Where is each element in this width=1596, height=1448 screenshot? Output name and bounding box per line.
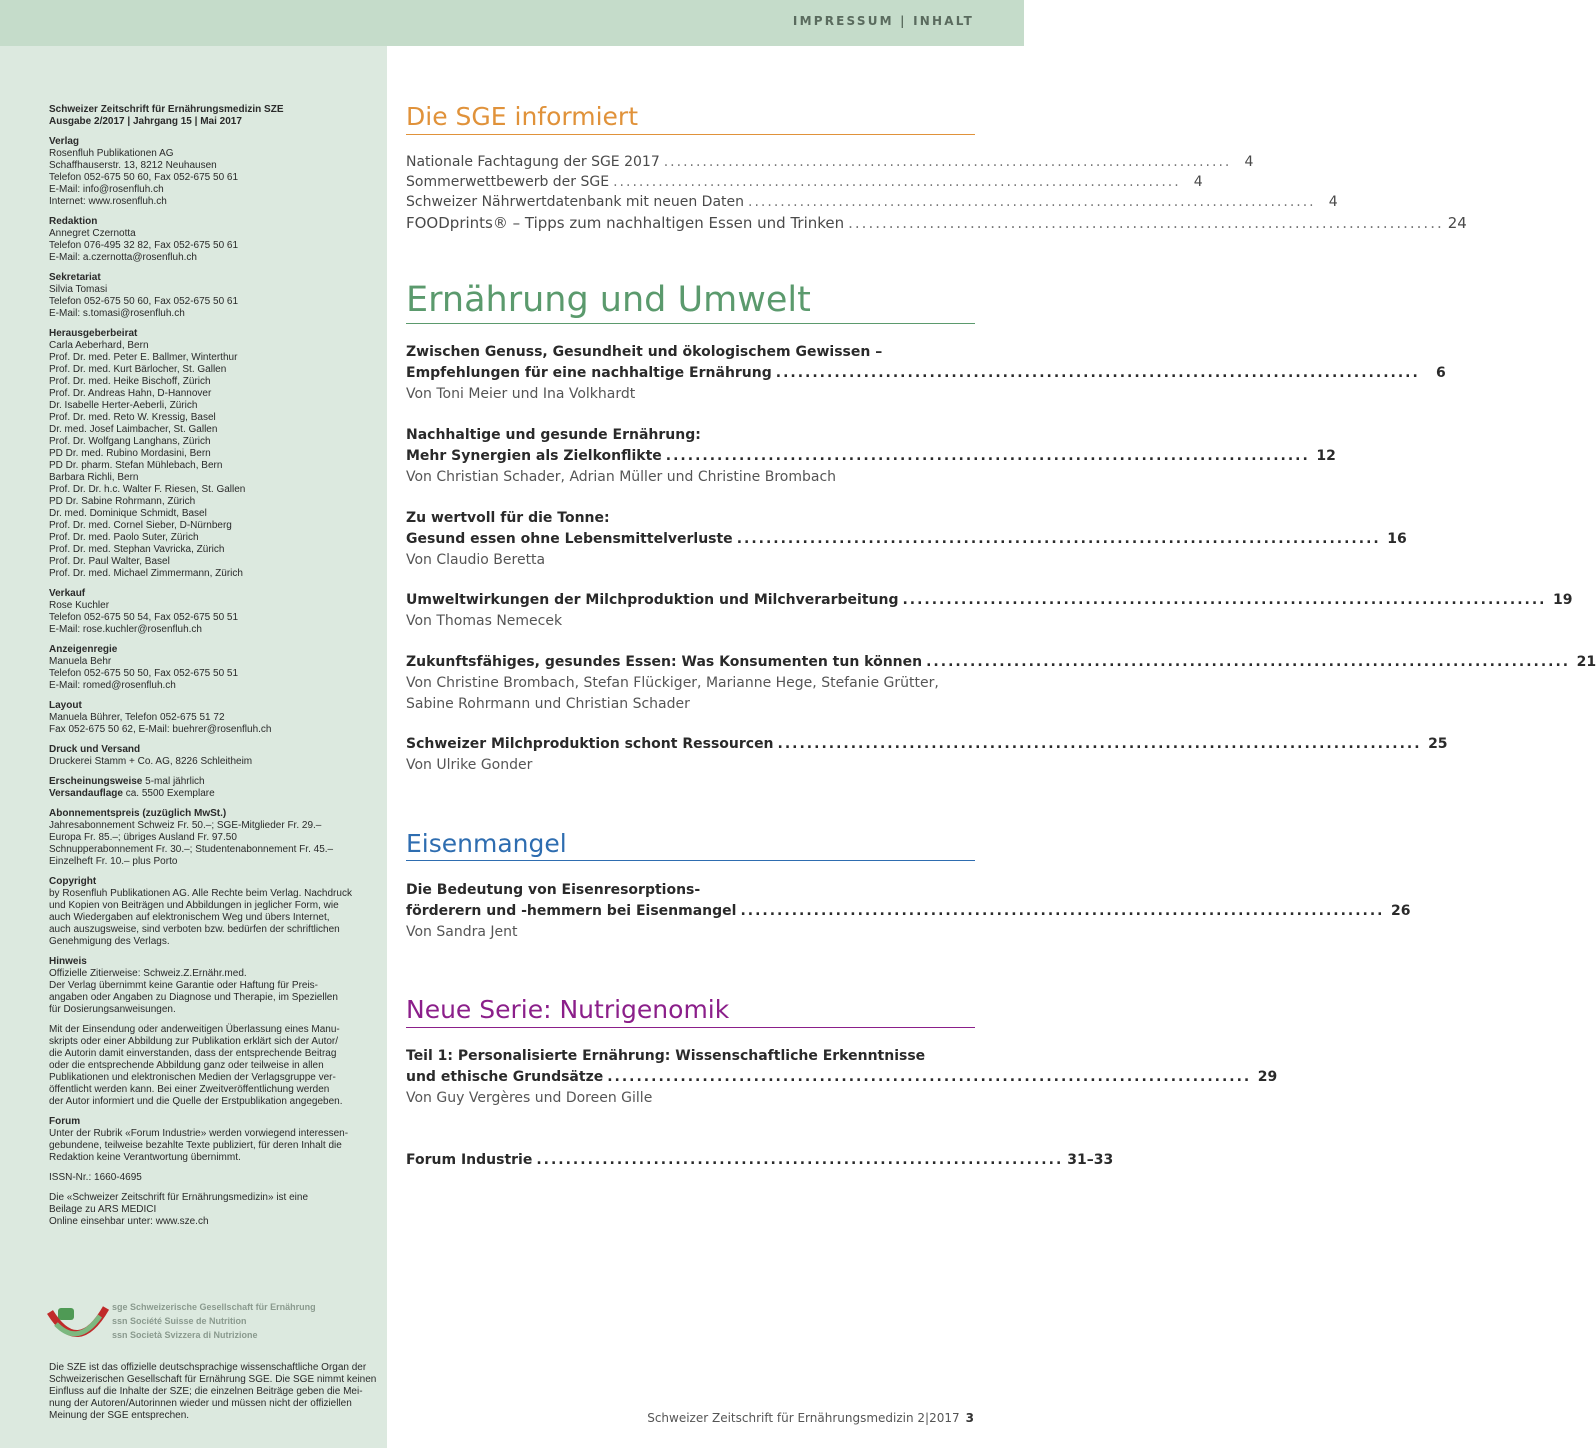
forum-industrie-title: Forum Industrie (406, 1152, 533, 1168)
toc-entry-page: 4 (1193, 174, 1203, 190)
impressum-line: Schnupperabonnement Fr. 30.–; Studentenabonnement Fr. 45.– (49, 844, 334, 855)
impressum-heading: Hinweis (49, 956, 87, 967)
toc-entry-page: 4 (1328, 194, 1338, 210)
article-page: 6 (1436, 365, 1446, 381)
footer-journal: Schweizer Zeitschrift für Ernährungsmedizin 2|2017 (647, 1411, 960, 1425)
spacer (49, 208, 379, 216)
impressum-line: Schaffhauserstr. 13, 8212 Neuhausen (49, 160, 217, 171)
section-rule-nutri (406, 1027, 975, 1028)
article-title-row (406, 446, 1336, 467)
impressum-line: auch auszugsweise, sind verboten bzw. bedürfen der schriftlichen (49, 924, 340, 935)
impressum-line: Carla Aeberhard, Bern (49, 340, 149, 351)
impressum-heading: Verkauf (49, 588, 86, 599)
article-title: förderern und -hemmern bei Eisenmangel (406, 903, 737, 919)
article-title-row (406, 652, 1596, 673)
article-pretitle: Teil 1: Personalisierte Ernährung: Wissenschaftliche Erkenntnisse (406, 1048, 926, 1064)
impressum-line: Redaktion keine Verantwortung übernimmt. (49, 1152, 241, 1163)
spacer (49, 636, 379, 644)
section-rule-eisen (406, 860, 975, 861)
article-entry[interactable] (406, 880, 1411, 943)
article-pretitle: Zwischen Genuss, Gesundheit und ökologischem Gewissen – (406, 344, 883, 360)
article-title: Zukunftsfähiges, gesundes Essen: Was Konsumenten tun können (406, 654, 923, 670)
note-line: Die SZE ist das offizielle deutschsprachige wissenschaftliche Organ der (49, 1362, 367, 1373)
logo-line-ssn-it: ssn Società Svizzera di Nutrizione (112, 1330, 258, 1340)
impressum-line: Genehmigung des Verlags. (49, 936, 170, 947)
leader-dots: ........................................................................................ (902, 592, 1547, 608)
impressum-line: Einzelheft Fr. 10.– plus Porto (49, 856, 178, 867)
impressum-line: Prof. Dr. Wolfgang Langhans, Zürich (49, 436, 211, 447)
article-title-row (406, 734, 1448, 755)
logo-line-sge: sge Schweizerische Gesellschaft für Ernährung (112, 1302, 316, 1312)
article-title-row (406, 901, 1411, 922)
impressum-line: Manuela Behr (49, 656, 112, 667)
section-title-nutri: Neue Serie: Nutrigenomik (406, 995, 730, 1024)
article-pretitle: Nachhaltige und gesunde Ernährung: (406, 427, 701, 443)
impressum-line: Prof. Dr. med. Kurt Bärlocher, St. Gallen (49, 364, 227, 375)
toc-entry[interactable] (406, 194, 1338, 210)
section-title-eisen: Eisenmangel (406, 829, 567, 858)
spacer (49, 1164, 379, 1172)
article-authors: Von Sandra Jent (406, 924, 518, 940)
article-entry[interactable] (406, 1046, 1278, 1109)
spacer (49, 1184, 379, 1192)
leader-dots: ........................................................................................ (613, 174, 1181, 190)
impressum-line: Die «Schweizer Zeitschrift für Ernährungsmedizin» ist eine (49, 1192, 308, 1203)
impressum-line: Der Verlag übernimmt keine Garantie oder Haftung für Preis- (49, 980, 319, 991)
impressum-line: Dr. med. Dominique Schmidt, Basel (49, 508, 207, 519)
impressum-line: und Kopien von Beiträgen und Abbildungen in jeglicher Form, wie (49, 900, 339, 911)
toc-entry-title: Nationale Fachtagung der SGE 2017 (406, 154, 660, 170)
article-entry[interactable] (406, 342, 1446, 405)
impressum-line: Druckerei Stamm + Co. AG, 8226 Schleitheim (49, 756, 253, 767)
impressum-line: PD Dr. Sabine Rohrmann, Zürich (49, 496, 196, 507)
article-page: 21 (1576, 654, 1596, 670)
leader-dots: ........................................................................................ (777, 736, 1422, 752)
impressum-line: Dr. med. Josef Laimbacher, St. Gallen (49, 424, 218, 435)
impressum-line: Offizielle Zitierweise: Schweiz.Z.Ernähr.med. (49, 968, 247, 979)
erscheinung-label: Erscheinungsweise (49, 776, 143, 787)
leader-dots: ........................................................................ (536, 1152, 1064, 1168)
page-footer (647, 1411, 974, 1425)
impressum-line: auch Wiedergaben auf elektronischem Weg und übers Internet, (49, 912, 330, 923)
article-entry[interactable] (406, 590, 1573, 632)
toc-entry-page: 24 (1447, 214, 1467, 232)
spacer (49, 800, 379, 808)
impressum-heading: Herausgeberbeirat (49, 328, 138, 339)
sze-note (49, 1362, 379, 1422)
article-title: Empfehlungen für eine nachhaltige Ernährung (406, 365, 772, 381)
impressum-line: PD Dr. pharm. Stefan Mühlebach, Bern (49, 460, 223, 471)
footer-page-number: 3 (965, 1411, 974, 1425)
impressum-line: Beilage zu ARS MEDICI (49, 1204, 157, 1215)
section-header: IMPRESSUM | INHALT (792, 14, 974, 28)
spacer (49, 1108, 379, 1116)
impressum-line: E-Mail: s.tomasi@rosenfluh.ch (49, 308, 185, 319)
article-entry[interactable] (406, 425, 1336, 488)
impressum-line: Telefon 052-675 50 60, Fax 052-675 50 61 (49, 172, 239, 183)
article-authors: Von Christine Brombach, Stefan Flückiger, Marianne Hege, Stefanie Grütter, Sabine Rohrmann und Christian Schader (406, 675, 939, 712)
impressum-line: Telefon 076-495 32 82, Fax 052-675 50 61 (49, 240, 239, 251)
impressum-line: Jahresabonnement Schweiz Fr. 50.–; SGE-Mitglieder Fr. 29.– (49, 820, 322, 831)
article-title: Schweizer Milchproduktion schont Ressourcen (406, 736, 774, 752)
impressum-line: Silvia Tomasi (49, 284, 108, 295)
impressum-line: öffentlicht werden kann. Bei einer Zweitveröffentlichung werden (49, 1084, 330, 1095)
section-title-sge: Die SGE informiert (406, 102, 638, 131)
article-page: 16 (1387, 531, 1407, 547)
note-line: Meinung der SGE entsprechen. (49, 1410, 190, 1421)
impressum-line: E-Mail: romed@rosenfluh.ch (49, 680, 176, 691)
logo-line-ssn-fr: ssn Société Suisse de Nutrition (112, 1316, 247, 1326)
toc-entry-title: FOODprints® – Tipps zum nachhaltigen Essen und Trinken (406, 214, 845, 232)
impressum-line: E-Mail: info@rosenfluh.ch (49, 184, 164, 195)
leader-dots: ........................................................................................ (740, 903, 1385, 919)
article-title-row (406, 363, 1446, 384)
impressum-line: gebundene, teilweise bezahlte Texte publiziert, für deren Inhalt die (49, 1140, 342, 1151)
article-authors: Von Christian Schader, Adrian Müller und Christine Brombach (406, 469, 837, 485)
impressum-line: Rose Kuchler (49, 600, 110, 611)
impressum-journal: Schweizer Zeitschrift für Ernährungsmedizin SZE (49, 104, 284, 115)
impressum-line: Telefon 052-675 50 50, Fax 052-675 50 51 (49, 668, 239, 679)
impressum-heading: Copyright (49, 876, 97, 887)
impressum-heading: Layout (49, 700, 82, 711)
leader-dots: ........................................................................................ (848, 214, 1444, 232)
impressum-line: Telefon 052-675 50 54, Fax 052-675 50 51 (49, 612, 239, 623)
auflage-value: ca. 5500 Exemplare (125, 788, 215, 799)
leader-dots: ........................................................................................ (748, 194, 1316, 210)
impressum-issue: Ausgabe 2/2017 | Jahrgang 15 | Mai 2017 (49, 116, 242, 127)
impressum-line: Telefon 052-675 50 60, Fax 052-675 50 61 (49, 296, 239, 307)
article-entry[interactable] (406, 734, 1448, 776)
article-page: 26 (1391, 903, 1411, 919)
article-title: Umweltwirkungen der Milchproduktion und Milchverarbeitung (406, 592, 899, 608)
article-page: 19 (1553, 592, 1573, 608)
article-authors: Von Claudio Beretta (406, 552, 546, 568)
spacer (49, 868, 379, 876)
impressum-line: Prof. Dr. med. Cornel Sieber, D-Nürnberg (49, 520, 232, 531)
impressum-heading: Forum (49, 1116, 81, 1127)
impressum-line: die Autorin damit einverstanden, dass der entsprechende Beitrag (49, 1048, 337, 1059)
spacer (49, 948, 379, 956)
toc-entry-title: Sommerwettbewerb der SGE (406, 174, 610, 190)
impressum (49, 104, 379, 1228)
leader-dots: ........................................................................................ (926, 654, 1571, 670)
impressum-line: Prof. Dr. Paul Walter, Basel (49, 556, 170, 567)
toc-entry[interactable] (406, 174, 1203, 190)
impressum-line: Prof. Dr. Dr. h.c. Walter F. Riesen, St. Gallen (49, 484, 246, 495)
article-pretitle: Zu wertvoll für die Tonne: (406, 510, 610, 526)
impressum-line: der Autor informiert und die Quelle der Erstpublikation angegeben. (49, 1096, 343, 1107)
impressum-line: Prof. Dr. med. Reto W. Kressig, Basel (49, 412, 216, 423)
leader-dots: ........................................................................................ (736, 531, 1381, 547)
impressum-line: PD Dr. med. Rubino Mordasini, Bern (49, 448, 211, 459)
impressum-line: Dr. Isabelle Herter-Aeberli, Zürich (49, 400, 198, 411)
toc-entry[interactable] (406, 154, 1254, 170)
section-title-umwelt: Ernährung und Umwelt (406, 280, 811, 320)
impressum-line: angaben oder Angaben zu Diagnose und Therapie, im Speziellen (49, 992, 338, 1003)
impressum-line: Prof. Dr. med. Stephan Vavricka, Zürich (49, 544, 225, 555)
impressum-line: Manuela Bührer, Telefon 052-675 51 72 (49, 712, 225, 723)
article-title: Mehr Synergien als Zielkonflikte (406, 448, 662, 464)
impressum-line: oder die entsprechende Abbildung ganz oder teilweise in allen (49, 1060, 324, 1071)
article-title: Gesund essen ohne Lebensmittelverluste (406, 531, 733, 547)
forum-industrie-page: 31–33 (1067, 1152, 1114, 1168)
article-pretitle: Die Bedeutung von Eisenresorptions- (406, 882, 701, 898)
versandauflage (49, 788, 379, 800)
header-band (0, 0, 1024, 46)
spacer (49, 580, 379, 588)
impressum-line: Rosenfluh Publikationen AG (49, 148, 174, 159)
impressum-line: Unter der Rubrik «Forum Industrie» werden vorwiegend interessen- (49, 1128, 349, 1139)
forum-industrie-entry[interactable] (406, 1150, 1114, 1171)
sge-logo-text (112, 1300, 316, 1342)
impressum-line: E-Mail: rose.kuchler@rosenfluh.ch (49, 624, 202, 635)
leader-dots: ........................................................................................ (663, 154, 1232, 170)
article-page: 29 (1257, 1069, 1278, 1085)
impressum-line: E-Mail: a.czernotta@rosenfluh.ch (49, 252, 197, 263)
section-rule-umwelt (406, 323, 975, 324)
impressum-line: Prof. Dr. med. Paolo Suter, Zürich (49, 532, 199, 543)
impressum-line: Mit der Einsendung oder anderweitigen Überlassung eines Manu- (49, 1024, 340, 1035)
impressum-line: Annegret Czernotta (49, 228, 136, 239)
spacer (49, 768, 379, 776)
auflage-label: Versandauflage (49, 788, 123, 799)
toc-entry-title: Schweizer Nährwertdatenbank mit neuen Daten (406, 194, 745, 210)
spacer (49, 320, 379, 328)
article-title-row (406, 529, 1407, 550)
article-authors: Von Thomas Nemecek (406, 613, 563, 629)
article-authors: Von Ulrike Gonder (406, 757, 533, 773)
note-line: Einfluss auf die Inhalte der SZE; die einzelnen Beiträge geben die Mei- (49, 1386, 363, 1397)
spacer (49, 264, 379, 272)
erscheinungsweise (49, 776, 379, 788)
impressum-heading: Redaktion (49, 216, 98, 227)
impressum-line: Prof. Dr. med. Michael Zimmermann, Zürich (49, 568, 243, 579)
impressum-line: für Dosierungsanweisungen. (49, 1004, 176, 1015)
toc-entry[interactable] (406, 214, 1467, 232)
impressum-line: Online einsehbar unter: www.sze.ch (49, 1216, 209, 1227)
article-title: und ethische Grundsätze (406, 1069, 604, 1085)
article-authors: Von Guy Vergères und Doreen Gille (406, 1090, 653, 1106)
article-entry[interactable] (406, 652, 1596, 715)
leader-dots: ........................................................................................ (665, 448, 1310, 464)
section-rule-sge (406, 134, 975, 135)
spacer (49, 128, 379, 136)
impressum-line: by Rosenfluh Publikationen AG. Alle Rechte beim Verlag. Nachdruck (49, 888, 352, 899)
impressum-line: Fax 052-675 50 62, E-Mail: buehrer@rosenfluh.ch (49, 724, 272, 735)
leader-dots: ........................................................................................ (775, 365, 1420, 381)
impressum-heading: Anzeigenregie (49, 644, 118, 655)
impressum-issn: ISSN-Nr.: 1660-4695 (49, 1172, 142, 1183)
article-page: 25 (1428, 736, 1448, 752)
impressum-line: Publikationen und elektronischen Medien der Verlagsgruppe ver- (49, 1072, 336, 1083)
impressum-line: Prof. Dr. med. Peter E. Ballmer, Winterthur (49, 352, 238, 363)
article-authors: Von Toni Meier und Ina Volkhardt (406, 386, 636, 402)
toc-entry-page: 4 (1244, 154, 1254, 170)
impressum-line: Internet: www.rosenfluh.ch (49, 196, 167, 207)
impressum-heading: Abonnementspreis (zuzüglich MwSt.) (49, 808, 227, 819)
erscheinung-value: 5-mal jährlich (145, 776, 205, 787)
article-title-row (406, 1067, 1278, 1088)
impressum-line: Prof. Dr. Andreas Hahn, D-Hannover (49, 388, 212, 399)
leader-dots: ........................................................................................ (607, 1069, 1252, 1085)
note-line: Schweizerischen Gesellschaft für Ernährung SGE. Die SGE nimmt keinen (49, 1374, 377, 1385)
article-entry[interactable] (406, 508, 1407, 571)
article-page: 12 (1316, 448, 1336, 464)
impressum-heading: Sekretariat (49, 272, 101, 283)
logo-square (58, 1308, 74, 1320)
article-title-row (406, 590, 1573, 611)
impressum-heading: Verlag (49, 136, 80, 147)
spacer (49, 736, 379, 744)
impressum-line: Europa Fr. 85.–; übriges Ausland Fr. 97.50 (49, 832, 237, 843)
impressum-line: skripts oder einer Abbildung zur Publikation erklärt sich der Autor/ (49, 1036, 339, 1047)
impressum-heading: Druck und Versand (49, 744, 141, 755)
impressum-line: Barbara Richli, Bern (49, 472, 139, 483)
note-line: nung der Autoren/Autorinnen wieder und müssen nicht der offiziellen (49, 1398, 352, 1409)
spacer (49, 1016, 379, 1024)
impressum-line: Prof. Dr. med. Heike Bischoff, Zürich (49, 376, 211, 387)
spacer (49, 692, 379, 700)
